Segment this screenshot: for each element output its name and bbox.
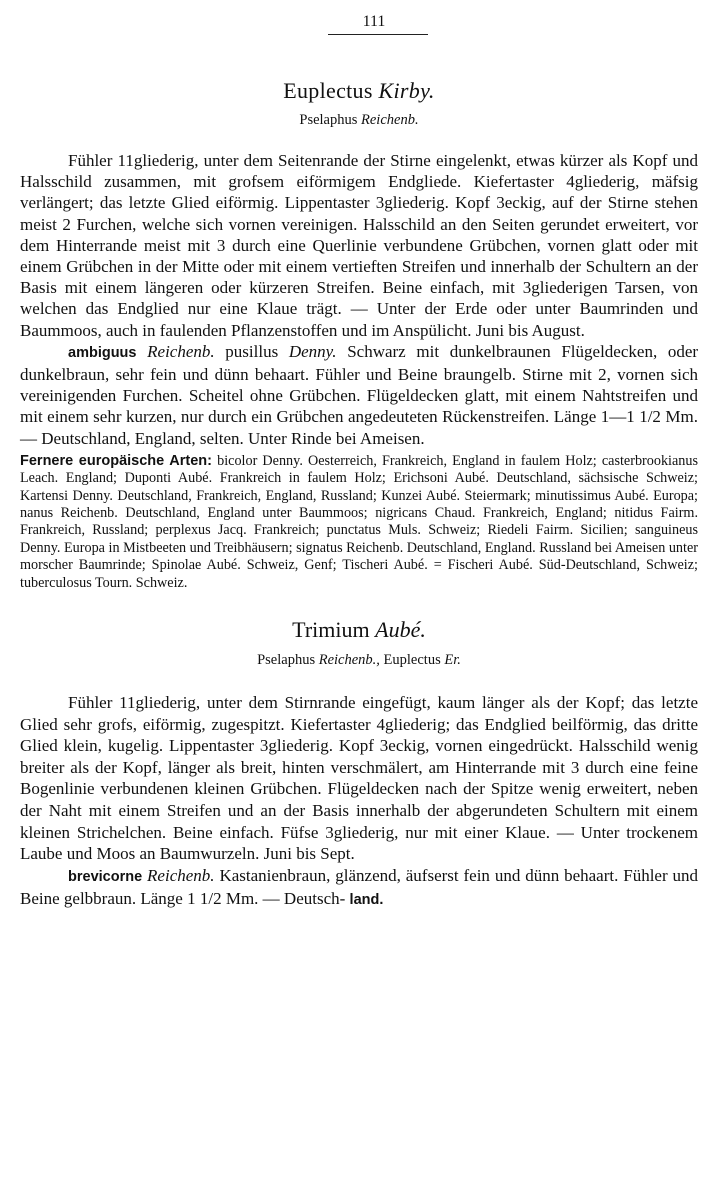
species-synonym-name: pusillus	[225, 341, 279, 361]
genus-author: Aubé.	[375, 617, 426, 643]
species-description: Kastanienbraun, glänzend, äufserst fein und dünn behaart. Fühler und Beine gelbbraun. Länge 1 1/2 Mm. — Deutsch-	[20, 865, 699, 909]
genus-author: Kirby.	[378, 78, 435, 103]
synonym-author: Reichenb.	[361, 112, 419, 128]
species-entry-brevicorne	[20, 865, 698, 912]
genus-synonym	[20, 110, 698, 130]
species-synonym-author: Denny.	[288, 341, 337, 361]
species-name: brevicorne	[68, 868, 143, 885]
synonym-author: Reichenb.,	[318, 652, 380, 669]
genus-description: Fühler 11gliederig, unter dem Stirnrande eingefügt, kaum länger als der Kopf; das letzte Glied sehr grofs, eiförmig, zugespitzt. Kiefertaster 4gliederig; das Endglied beilförmig, das dritte Glied klein, kugelig. Lippentaster 3gliederig. Kopf 3eckig, vornen eingedrückt. Halsschild wenig breiter als der Kopf, länger als breit, hinten verschmälert, am Hinterrande mit 3 durch eine feine Bogenlinie verbundenen kleinen Grübchen. Flügeldecken nach der Spitze wenig erweitert, neben der Naht mit einem Streifen und an der Basis innerhalb der abgerundeten Schultern mit einem kleinen Strichelchen. Beine einfach. Füfse 3gliederig, nur mit einer Klaue. — Unter trockenem Laube und Moos an Baumwurzeln. Juni bis Sept.	[20, 693, 698, 864]
page-number-rule	[328, 34, 428, 35]
synonym-genus-2: Euplectus	[383, 652, 441, 669]
species-author: Reichenb.	[147, 865, 215, 885]
species-author: Reichenb.	[147, 341, 215, 361]
genus-heading-trimium	[20, 616, 698, 644]
synonym-genus: Pselaphus	[257, 652, 316, 669]
genus-name: Euplectus	[283, 78, 373, 103]
other-species-label: Fernere europäische Arten:	[20, 452, 212, 469]
synonym-author-2: Er.	[444, 652, 461, 669]
species-description-tail: land.	[349, 892, 384, 909]
page-number: 111	[362, 13, 386, 30]
other-species-list	[20, 453, 698, 592]
genus-name: Trimium	[292, 617, 370, 643]
species-entry-ambiguus	[20, 341, 698, 449]
genus-synonym	[20, 650, 698, 670]
synonym-genus: Pselaphus	[299, 112, 358, 128]
genus-heading-euplectus	[20, 77, 698, 105]
genus-description: Fühler 11gliederig, unter dem Seitenrande der Stirne eingelenkt, etwas kürzer als Kopf und Halsschild zusammen, mit grofsem eiförmigem Endgliede. Kiefertaster 4gliederig, mäfsig verlängert; das letzte Glied eiförmig. Lippentaster 3gliederig. Kopf 3eckig, auf der Stirne stehen meist 2 Furchen, welche sich vornen vereinigen. Halsschild an den Seiten gerundet erweitert, vor dem Hinterrande meist mit 3 durch eine Querlinie verbundene Grübchen, vornen glatt oder mit einem Grübchen in der Mitte oder mit einem vertieften Streifen und innerhalb der Schultern an der Basis mit einem längeren oder kürzeren Streifen. Beine einfach, mit 3gliederigen Tarsen, von welchen das Endglied nur eine Klaue trägt. — Unter der Erde oder unter Baumrinden und Baummoos, auch in faulenden Pflanzenstoffen und im Anspülicht. Juni bis August.	[20, 151, 698, 340]
other-species-text: bicolor Denny. Oesterreich, Frankreich, England in faulem Holz; casterbrookianus Leach. England; Duponti Aubé. Frankreich in faulem Holz; Erichsoni Aubé. Deutschland, sächsische Schweiz; Kartensi Denny. Deutschland, Frankreich, England, Russland; Kunzei Aubé. Steiermark; minutissimus Aubé. Europa; nanus Reichenb. Deutschland, England unter Baummoos; nigricans Chaud. Frankreich, England; nitidus Fairm. Frankreich, Russland; perplexus Jacq. Frankreich; punctatus Muls. Schweiz; Riedeli Fairm. Sicilien; sanguineus Denny. Europa in Mistbeeten und Treibhäusern; signatus Reichenb. Deutschland, England. Russland bei Ameisen unter morscher Baumrinde; Spinolae Aubé. Schweiz, Genf; Tischeri Aubé. = Fischeri Aubé. Süd-Deutschland, Schweiz; tuberculosus Tourn. Schweiz.	[20, 452, 699, 591]
species-description: Schwarz mit dunkelbraunen Flügeldecken, oder dunkelbraun, sehr fein und dünn behaart. Fühler und Beine braungelb. Stirne mit 2, vornen sich vereinigenden Furchen. Scheitel ohne Grübchen. Flügeldecken glatt, mit einem Nahtstreifen und mit einem sehr kurzen, nur durch ein Grübchen angedeuteten Rückenstreifen. Länge 1—1 1/2 Mm. — Deutschland, England, selten. Unter Rinde bei Ameisen.	[20, 341, 699, 448]
species-name: ambiguus	[68, 344, 137, 361]
